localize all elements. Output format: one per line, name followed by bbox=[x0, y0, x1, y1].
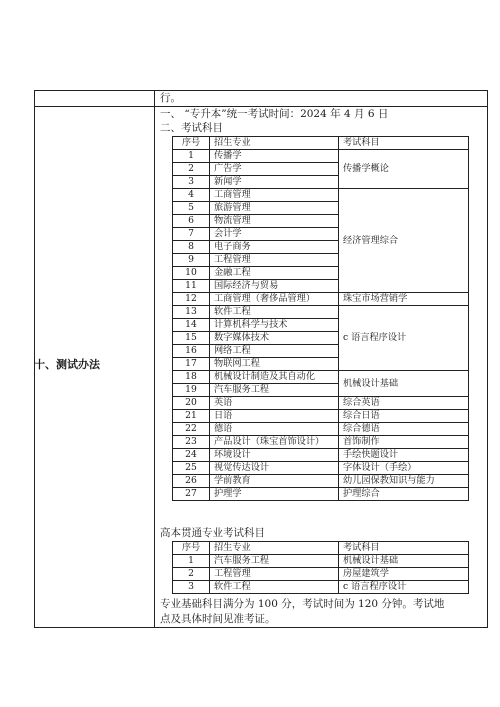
header-subject: 考试科目 bbox=[339, 137, 469, 150]
exam-date-line: 一、 “专升本”统一考试时间：2024 年 4 月 6 日 bbox=[160, 108, 389, 120]
table-row: 1 汽车服务工程 机械设计基础 bbox=[173, 555, 469, 568]
frame-line-mid bbox=[154, 90, 155, 628]
table-row: 16 网络工程 bbox=[173, 345, 469, 358]
subject-cell: 珠宝市场营销学 bbox=[339, 293, 469, 306]
frame-line-bottom bbox=[34, 627, 488, 628]
table-row: 3 新闻学 bbox=[173, 176, 469, 189]
table-row: 8 电子商务 bbox=[173, 241, 469, 254]
table-row: 6 物流管理 bbox=[173, 215, 469, 228]
header-no: 序号 bbox=[173, 542, 210, 555]
table-row: 4 工商管理 经济管理综合 bbox=[173, 189, 469, 202]
exam-note-line-1: 专业基础科目满分为 100 分，考试时间为 120 分钟。考试地 bbox=[160, 598, 445, 610]
table-row: 9 工程管理 bbox=[173, 254, 469, 267]
table-row: 20 英语 综合英语 bbox=[173, 397, 469, 410]
table-row: 11 国际经济与贸易 bbox=[173, 280, 469, 293]
subject-cell: 手绘快题设计 bbox=[339, 449, 469, 462]
subject-cell: c 语言程序设计 bbox=[339, 306, 469, 371]
table-header-row bbox=[173, 137, 469, 150]
top-row-text: 行。 bbox=[160, 92, 181, 104]
subject-cell: 经济管理综合 bbox=[339, 189, 469, 293]
subject-cell: 字体设计（手绘） bbox=[339, 462, 469, 475]
header-subject: 考试科目 bbox=[339, 542, 469, 555]
subject-cell: 传播学概论 bbox=[339, 150, 469, 189]
subject-cell: 综合德语 bbox=[339, 423, 469, 436]
table-row: 18 机械设计制造及其自动化 机械设计基础 bbox=[173, 371, 469, 384]
subject-cell: 幼儿园保教知识与能力 bbox=[339, 475, 469, 488]
table-row: 19 汽车服务工程 bbox=[173, 384, 469, 397]
table-row: 5 旅游管理 bbox=[173, 202, 469, 215]
table-row: 10 金融工程 bbox=[173, 267, 469, 280]
integrated-program-heading: 高本贯通专业考试科目 bbox=[160, 527, 265, 539]
table-row: 2 工程管理 房屋建筑学 bbox=[173, 568, 469, 581]
subject-cell: 机械设计基础 bbox=[339, 371, 469, 397]
frame-line-right bbox=[487, 90, 488, 628]
integrated-subjects-table bbox=[172, 541, 469, 594]
header-major: 招生专业 bbox=[210, 542, 339, 555]
frame-line-top bbox=[34, 90, 488, 91]
frame-line-row bbox=[34, 106, 488, 107]
subject-cell: 护理综合 bbox=[339, 488, 469, 501]
table-row: 25 视觉传达设计 字体设计（手绘） bbox=[173, 462, 469, 475]
table-row: 13 软件工程 c 语言程序设计 bbox=[173, 306, 469, 319]
subject-cell: 首饰制作 bbox=[339, 436, 469, 449]
table-row: 24 环境设计 手绘快题设计 bbox=[173, 449, 469, 462]
section-label: 十、测试办法 bbox=[34, 358, 100, 371]
table-row: 7 会计学 bbox=[173, 228, 469, 241]
table-row: 17 物联网工程 bbox=[173, 358, 469, 371]
subjects-table bbox=[172, 136, 469, 501]
table-row: 26 学前教育 幼儿园保教知识与能力 bbox=[173, 475, 469, 488]
table-row: 23 产品设计（珠宝首饰设计） 首饰制作 bbox=[173, 436, 469, 449]
exam-subjects-heading: 二、考试科目 bbox=[160, 122, 223, 134]
table-row: 1 传播学 传播学概论 bbox=[173, 150, 469, 163]
table-row: 27 护理学 护理综合 bbox=[173, 488, 469, 501]
table-row: 21 日语 综合日语 bbox=[173, 410, 469, 423]
table-row: 3 软件工程 c 语言程序设计 bbox=[173, 581, 469, 594]
table-header-row bbox=[173, 542, 469, 555]
header-no: 序号 bbox=[173, 137, 210, 150]
table-row: 2 广告学 bbox=[173, 163, 469, 176]
subject-cell: 综合日语 bbox=[339, 410, 469, 423]
table-row: 12 工商管理（奢侈品管理） 珠宝市场营销学 bbox=[173, 293, 469, 306]
table-row: 22 德语 综合德语 bbox=[173, 423, 469, 436]
table-row: 15 数字媒体技术 bbox=[173, 332, 469, 345]
exam-note-line-2: 点及具体时间见准考证。 bbox=[160, 613, 276, 625]
table-row: 14 计算机科学与技术 bbox=[173, 319, 469, 332]
header-major: 招生专业 bbox=[210, 137, 339, 150]
subject-cell: 综合英语 bbox=[339, 397, 469, 410]
